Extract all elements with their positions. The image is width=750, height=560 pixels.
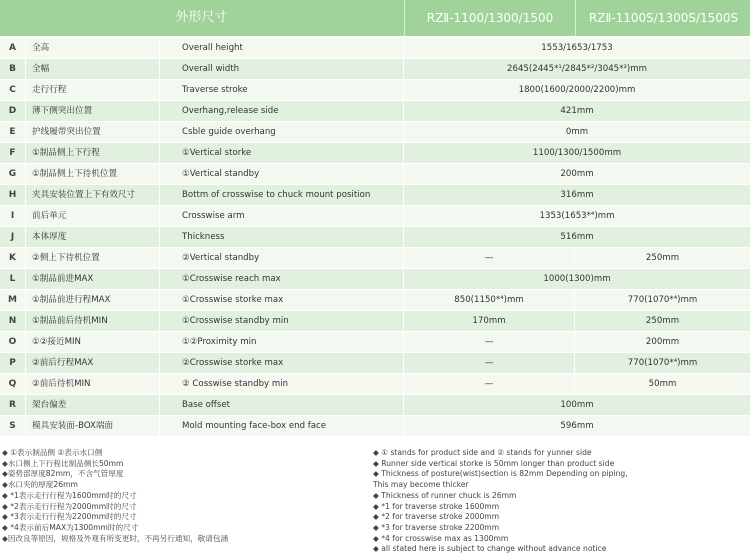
table-row <box>0 185 750 206</box>
table-header <box>0 0 750 36</box>
row-label-cn: 全高 <box>26 38 159 58</box>
note-line: ◆姿势部厚度82mm，不含气管厚度 <box>2 469 124 479</box>
row-label-cn: ②前后行程MAX <box>26 353 159 373</box>
row-key: G <box>0 164 25 184</box>
row-value-s: 770(1070*⁴)mm <box>575 353 750 373</box>
note-line: ◆ *3 for traverse stroke 2200mm <box>373 522 500 532</box>
row-key: R <box>0 395 25 415</box>
note-line: ◆ *4表示前后MAX为1300mm时的尺寸 <box>2 522 139 532</box>
row-key: F <box>0 143 25 163</box>
row-value: 1100/1300/1500mm <box>404 143 750 163</box>
row-value: 596mm <box>404 416 750 436</box>
table-row <box>0 59 750 80</box>
row-value-s: 250mm <box>575 311 750 331</box>
row-key: K <box>0 248 25 268</box>
row-label-en: Crosswise arm <box>160 206 403 226</box>
table-row <box>0 101 750 122</box>
row-value-standard: 850(1150*⁴)mm <box>404 290 574 310</box>
row-label-en: ①Crosswise storke max <box>160 290 403 310</box>
row-value: 516mm <box>404 227 750 247</box>
table-row <box>0 332 750 353</box>
row-key: E <box>0 122 25 142</box>
table-row <box>0 122 750 143</box>
row-value-s: 200mm <box>575 332 750 352</box>
row-label-cn: 前后单元 <box>26 206 159 226</box>
table-row <box>0 395 750 416</box>
table-row <box>0 143 750 164</box>
header-model-s: RZⅡ-1100S/1300S/1500S <box>575 0 750 36</box>
row-label-en: ②Crosswise storke max <box>160 353 403 373</box>
row-label-cn: 架台偏差 <box>26 395 159 415</box>
row-label-en: Overall height <box>160 38 403 58</box>
note-line: ◆ Thickness of runner chuck is 26mm <box>373 490 517 500</box>
row-value-s: 50mm <box>575 374 750 394</box>
row-value: 0mm <box>404 122 750 142</box>
row-label-en: ①Vertical storke <box>160 143 403 163</box>
row-label-cn: 薄下侧突出位置 <box>26 101 159 121</box>
row-label-en: Traverse stroke <box>160 80 403 100</box>
row-label-en: ② Cosswise standby min <box>160 374 403 394</box>
table-row <box>0 269 750 290</box>
row-value-standard: — <box>404 353 574 373</box>
row-label-cn: 模具安装面-BOX端面 <box>26 416 159 436</box>
table-row <box>0 227 750 248</box>
row-label-en: ②Vertical standby <box>160 248 403 268</box>
note-line: ◆ all stated here is subject to change without advance notice <box>373 544 607 554</box>
row-value-standard: — <box>404 332 574 352</box>
table-row <box>0 206 750 227</box>
note-line: ◆ ①表示制品侧 ②表示水口侧 <box>2 448 103 457</box>
table-row <box>0 38 750 59</box>
table-row <box>0 374 750 395</box>
row-key: B <box>0 59 25 79</box>
note-line: ◆ *2 for traverse stroke 2000mm <box>373 512 500 522</box>
row-key: J <box>0 227 25 247</box>
notes-chinese <box>2 448 362 544</box>
row-label-cn: ①制品前进行程MAX <box>26 290 159 310</box>
row-label-cn: 夹具安装位置上下有效尺寸 <box>26 185 159 205</box>
row-key: H <box>0 185 25 205</box>
row-label-en: Thickness <box>160 227 403 247</box>
row-key: O <box>0 332 25 352</box>
row-value-s: 770(1070*⁴)mm <box>575 290 750 310</box>
row-value-standard: 170mm <box>404 311 574 331</box>
row-value: 100mm <box>404 395 750 415</box>
row-label-en: Bottm of crosswise to chuck mount position <box>160 185 403 205</box>
notes-english <box>373 448 750 555</box>
row-label-en: Base offset <box>160 395 403 415</box>
row-label-cn: 护线履带突出位置 <box>26 122 159 142</box>
spec-table-body <box>0 38 750 437</box>
row-label-en: Overall width <box>160 59 403 79</box>
table-row <box>0 248 750 269</box>
note-line: ◆ Runner side vertical storke is 50mm longer than product side <box>373 458 615 468</box>
row-label-en: Mold mounting face-box end face <box>160 416 403 436</box>
row-value-standard: — <box>404 248 574 268</box>
row-label-cn: ①②接近MIN <box>26 332 159 352</box>
row-key: P <box>0 353 25 373</box>
row-key: M <box>0 290 25 310</box>
row-label-cn: ①制品前后待机MIN <box>26 311 159 331</box>
note-line: ◆ *1 for traverse stroke 1600mm <box>373 501 500 511</box>
row-label-cn: ②侧上下待机位置 <box>26 248 159 268</box>
row-key: A <box>0 38 25 58</box>
row-value-s: 250mm <box>575 248 750 268</box>
note-line: ◆ *2表示走行行程为2000mm时的尺寸 <box>2 501 137 511</box>
row-value-standard: — <box>404 374 574 394</box>
row-key: S <box>0 416 25 436</box>
row-label-cn: ①制品侧上下行程 <box>26 143 159 163</box>
row-label-cn: 全幅 <box>26 59 159 79</box>
note-line: ◆ Thickness of posture(wist)section is 82mm Depending on piping, <box>373 469 628 479</box>
row-label-cn: ②前后待机MIN <box>26 374 159 394</box>
table-row <box>0 290 750 311</box>
row-label-en: ①②Proximity min <box>160 332 403 352</box>
row-value: 1353(1653*⁴)mm <box>404 206 750 226</box>
note-line: ◆ ① stands for product side and ② stands for yunner side <box>373 448 592 457</box>
note-line: ◆ *4 for crosswise max as 1300mm <box>373 533 509 543</box>
table-row <box>0 353 750 374</box>
row-key: N <box>0 311 25 331</box>
row-value: 1000(1300)mm <box>404 269 750 289</box>
row-value: 316mm <box>404 185 750 205</box>
row-key: Q <box>0 374 25 394</box>
row-value: 200mm <box>404 164 750 184</box>
row-label-cn: 本体厚度 <box>26 227 159 247</box>
row-key: L <box>0 269 25 289</box>
row-key: D <box>0 101 25 121</box>
row-label-en: ①Crosswise standby min <box>160 311 403 331</box>
note-line: ◆水口侧上下行程比制品侧长50mm <box>2 458 124 468</box>
table-row <box>0 80 750 101</box>
table-row <box>0 311 750 332</box>
table-row <box>0 164 750 185</box>
row-label-en: Overhang,release side <box>160 101 403 121</box>
row-label-cn: ①制品侧上下待机位置 <box>26 164 159 184</box>
note-line: ◆ *1表示走行行程为1600mm时的尺寸 <box>2 490 137 500</box>
row-key: C <box>0 80 25 100</box>
note-line: This may become thicker <box>373 480 469 490</box>
header-model-standard: RZⅡ-1100/1300/1500 <box>404 0 575 36</box>
row-value: 2645(2445*¹/2845*²/3045*³)mm <box>404 59 750 79</box>
note-line: ◆ *3表示走行行程为2200mm时的尺寸 <box>2 512 137 522</box>
row-label-en: Csble guide overhang <box>160 122 403 142</box>
row-label-cn: 走行行程 <box>26 80 159 100</box>
row-value: 1800(1600/2000/2200)mm <box>404 80 750 100</box>
row-label-en: ①Crosswise reach max <box>160 269 403 289</box>
row-key: I <box>0 206 25 226</box>
table-row <box>0 416 750 437</box>
header-title: 外形尺寸 <box>175 10 228 25</box>
row-value: 1553/1653/1753 <box>404 38 750 58</box>
note-line: ◆水口夹的厚度26mm <box>2 480 78 490</box>
note-line: ◆因改良等原因，规格及外观有所变更时，不再另行通知，敬请包涵 <box>2 533 229 543</box>
row-value: 421mm <box>404 101 750 121</box>
row-label-en: ①Vertical standby <box>160 164 403 184</box>
row-label-cn: ①制品前进MAX <box>26 269 159 289</box>
